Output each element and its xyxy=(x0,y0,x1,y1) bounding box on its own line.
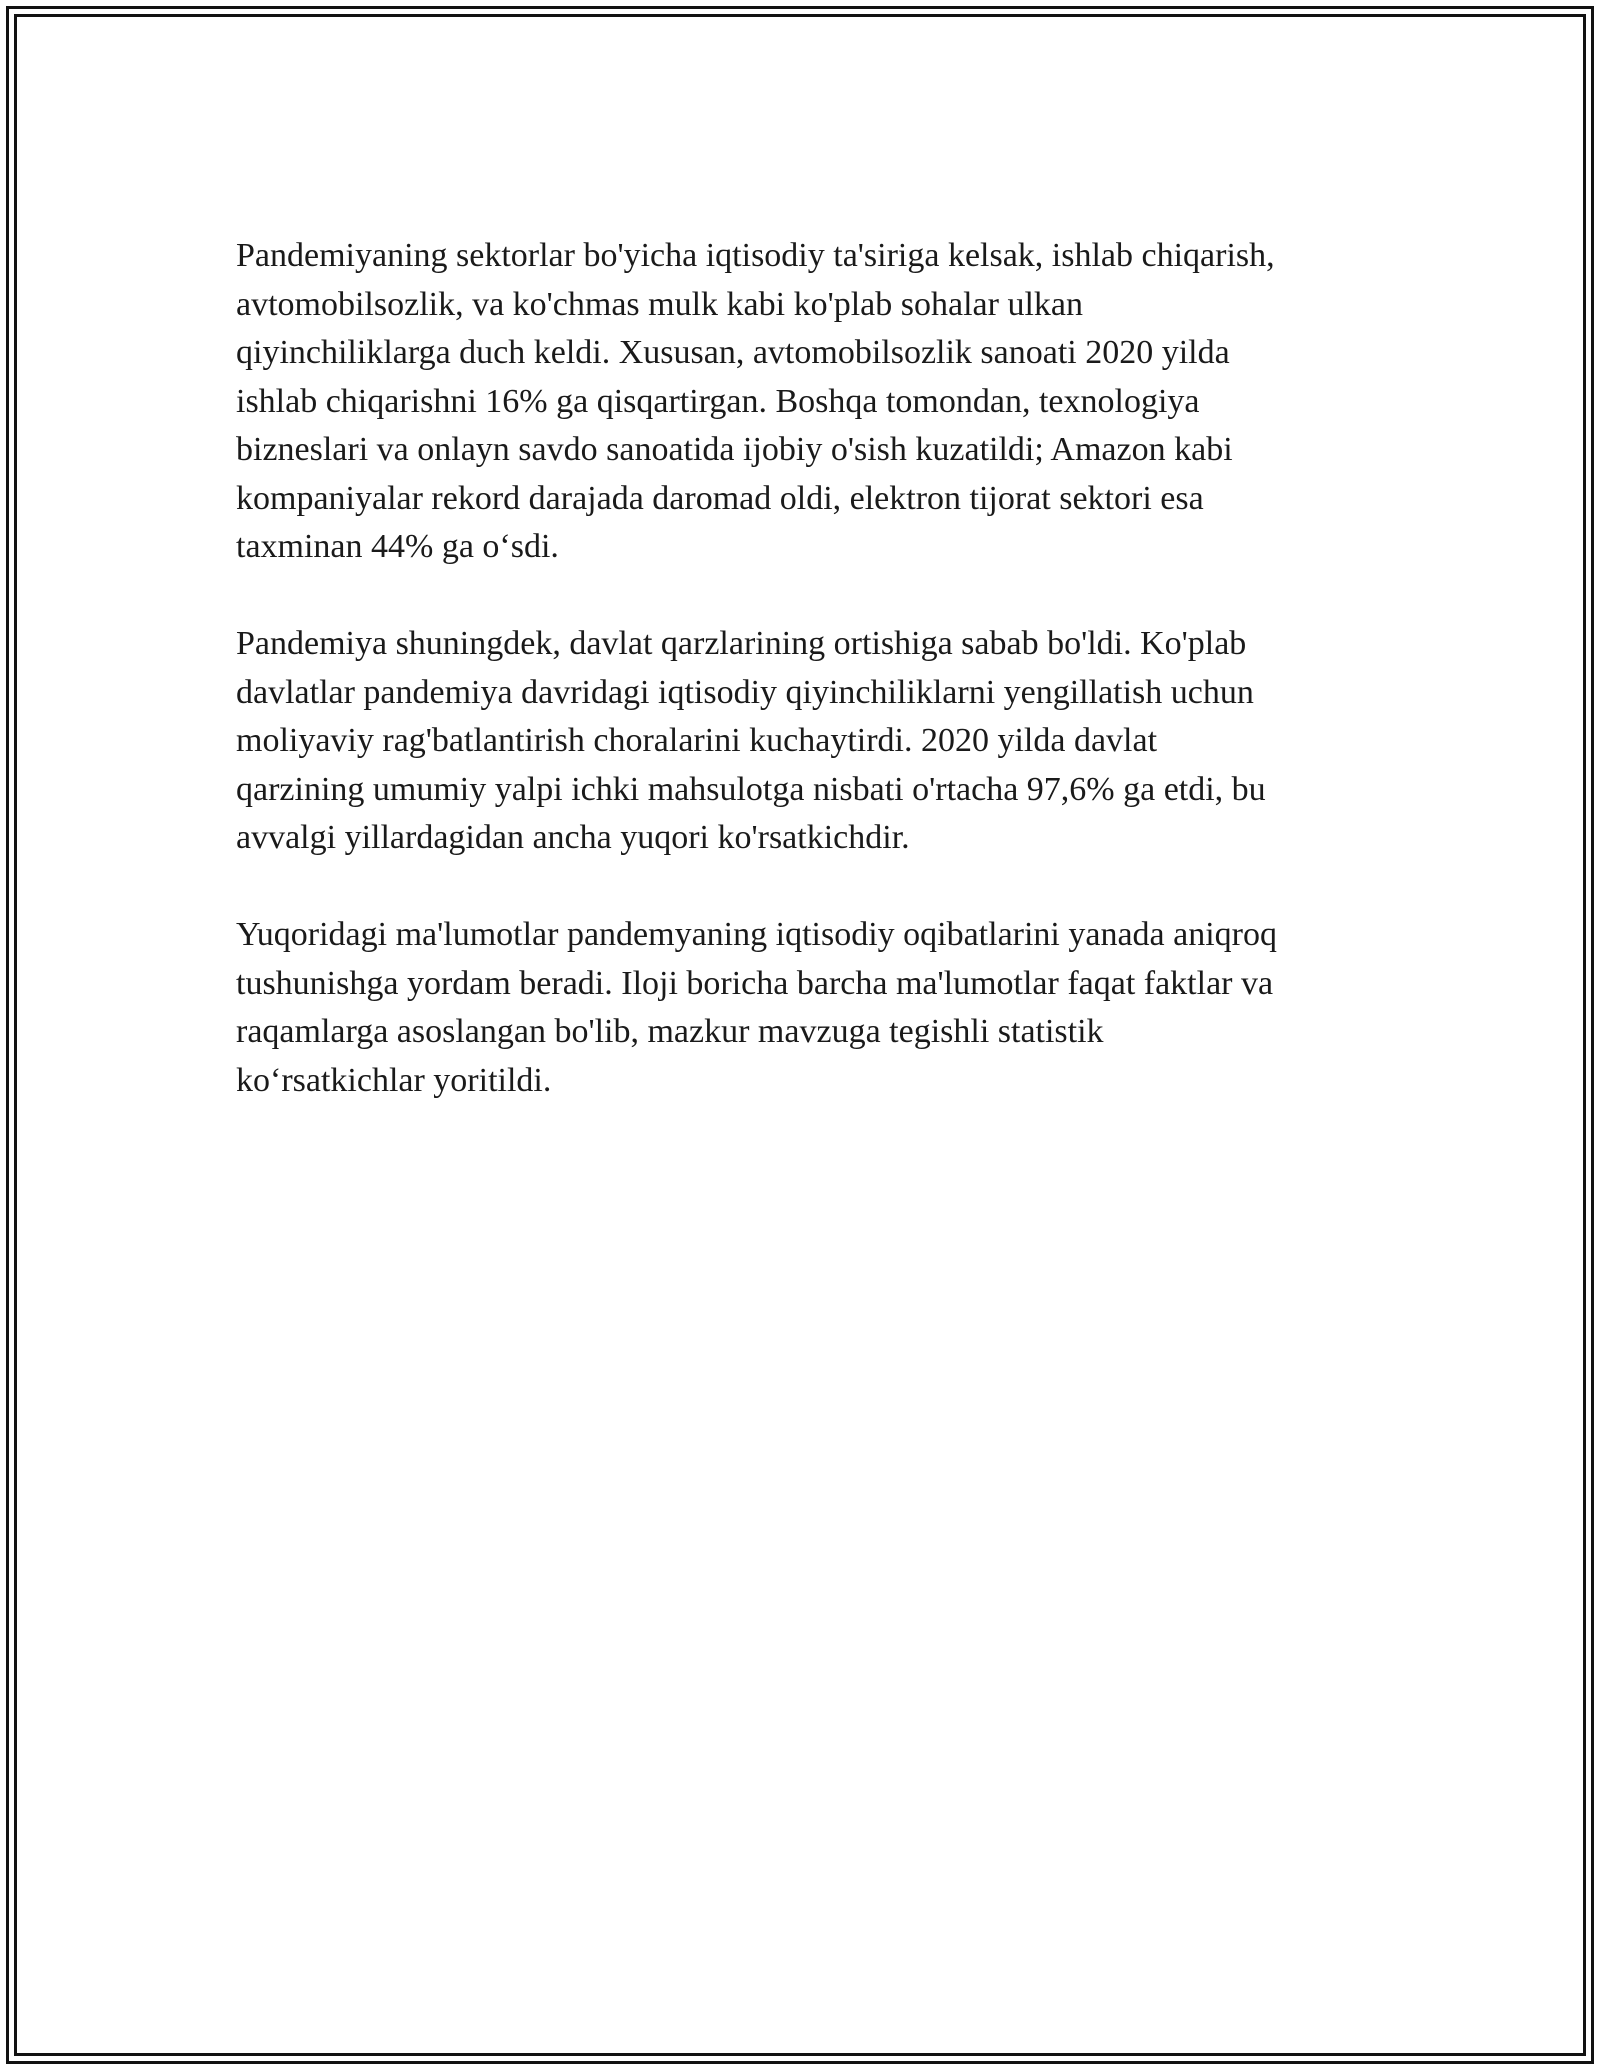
text-line: raqamlarga asoslangan bo'lib, mazkur mavzuga tegishli statistik xyxy=(236,1013,1104,1050)
text-line: Pandemiyaning sektorlar bo'yicha iqtisodiy ta'siriga kelsak, ishlab chiqarish, xyxy=(236,237,1275,274)
paragraph-government-debt xyxy=(236,620,1376,863)
text-line: avvalgi yillardagidan ancha yuqori ko'rsatkichdir. xyxy=(236,819,910,856)
text-line: Pandemiya shuningdek, davlat qarzlarining ortishiga sabab bo'ldi. Ko'plab xyxy=(236,625,1247,662)
text-line: tushunishga yordam beradi. Iloji boricha barcha ma'lumotlar faqat faktlar va xyxy=(236,964,1274,1002)
text-line: kompaniyalar rekord darajada daromad oldi, elektron tijorat sektori esa xyxy=(236,479,1204,517)
text-line: ko‘rsatkichlar yoritildi. xyxy=(236,1061,552,1099)
text-line: taxminan 44% ga o‘sdi. xyxy=(236,528,559,565)
document-body xyxy=(236,232,1376,1154)
text-line: davlatlar pandemiya davridagi iqtisodiy qiyinchiliklarni yengillatish uchun xyxy=(236,673,1254,711)
text-line: Yuqoridagi ma'lumotlar pandemyaning iqtisodiy oqibatlarini yanada aniqroq xyxy=(236,916,1278,953)
text-line: bizneslari va onlayn savdo sanoatida ijobiy o'sish kuzatildi; Amazon kabi xyxy=(236,431,1233,468)
text-line: avtomobilsozlik, va ko'chmas mulk kabi ko'plab sohalar ulkan xyxy=(236,285,1083,323)
paragraph-sector-impact xyxy=(236,232,1376,572)
text-line: moliyaviy rag'batlantirish choralarini kuchaytirdi. 2020 yilda davlat xyxy=(236,722,1158,759)
paragraph-conclusion xyxy=(236,911,1376,1105)
text-line: qiyinchiliklarga duch keldi. Xususan, avtomobilsozlik sanoati 2020 yilda xyxy=(236,334,1230,371)
text-line: ishlab chiqarishni 16% ga qisqartirgan. Boshqa tomondan, texnologiya xyxy=(236,382,1200,420)
text-line: qarzining umumiy yalpi ichki mahsulotga nisbati o'rtacha 97,6% ga etdi, bu xyxy=(236,770,1266,808)
